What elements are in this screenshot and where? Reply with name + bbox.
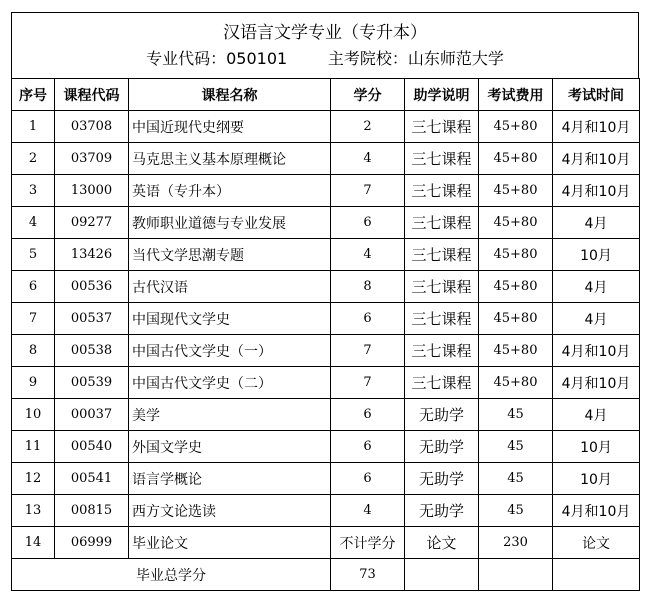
cell-code: 09277 <box>55 207 129 239</box>
cell-credit: 2 <box>331 111 405 143</box>
course-sheet <box>11 12 639 591</box>
cell-seq: 3 <box>12 175 55 207</box>
cell-fee: 45 <box>479 399 553 431</box>
cell-seq: 7 <box>12 303 55 335</box>
cell-note: 三七课程 <box>405 239 479 271</box>
cell-name: 马克思主义基本原理概论 <box>129 143 331 175</box>
cell-note: 无助学 <box>405 399 479 431</box>
page-title: 汉语言文学专业（专升本） <box>223 23 427 43</box>
cell-time: 4月和10月 <box>553 175 640 207</box>
cell-fee: 45 <box>479 431 553 463</box>
cell-code: 00538 <box>55 335 129 367</box>
table-row <box>12 431 640 463</box>
cell-time: 4月和10月 <box>553 367 640 399</box>
cell-note: 无助学 <box>405 463 479 495</box>
cell-code: 03708 <box>55 111 129 143</box>
cell-credit: 8 <box>331 271 405 303</box>
cell-credit: 4 <box>331 495 405 527</box>
cell-fee: 45+80 <box>479 111 553 143</box>
cell-note: 无助学 <box>405 495 479 527</box>
table-row <box>12 367 640 399</box>
cell-time: 10月 <box>553 463 640 495</box>
cell-code: 00539 <box>55 367 129 399</box>
table-row <box>12 335 640 367</box>
cell-time: 4月 <box>553 207 640 239</box>
cell-seq: 14 <box>12 527 55 559</box>
cell-credit: 不计学分 <box>331 527 405 559</box>
cell-note: 三七课程 <box>405 175 479 207</box>
cell-name: 教师职业道德与专业发展 <box>129 207 331 239</box>
school-name: 山东师范大学 <box>407 49 504 68</box>
blank-cell <box>405 559 479 591</box>
cell-seq: 12 <box>12 463 55 495</box>
header-note: 助学说明 <box>405 79 479 111</box>
cell-credit: 6 <box>331 303 405 335</box>
cell-time: 4月和10月 <box>553 495 640 527</box>
cell-time: 4月和10月 <box>553 143 640 175</box>
cell-fee: 45 <box>479 463 553 495</box>
cell-fee: 45+80 <box>479 303 553 335</box>
cell-credit: 7 <box>331 367 405 399</box>
cell-credit: 6 <box>331 431 405 463</box>
cell-name: 美学 <box>129 399 331 431</box>
cell-note: 三七课程 <box>405 271 479 303</box>
cell-note: 论文 <box>405 527 479 559</box>
cell-time: 论文 <box>553 527 640 559</box>
cell-credit: 7 <box>331 335 405 367</box>
cell-fee: 45+80 <box>479 175 553 207</box>
header-code: 课程代码 <box>55 79 129 111</box>
blank-cell <box>553 559 640 591</box>
cell-code: 00037 <box>55 399 129 431</box>
table-row <box>12 495 640 527</box>
cell-code: 00540 <box>55 431 129 463</box>
cell-code: 13000 <box>55 175 129 207</box>
cell-time: 4月和10月 <box>553 335 640 367</box>
cell-fee: 45+80 <box>479 239 553 271</box>
cell-credit: 4 <box>331 239 405 271</box>
cell-time: 10月 <box>553 431 640 463</box>
cell-code: 03709 <box>55 143 129 175</box>
cell-fee: 45+80 <box>479 271 553 303</box>
cell-seq: 11 <box>12 431 55 463</box>
cell-code: 13426 <box>55 239 129 271</box>
cell-code: 00541 <box>55 463 129 495</box>
cell-name: 毕业论文 <box>129 527 331 559</box>
blank-cell <box>479 559 553 591</box>
table-row <box>12 239 640 271</box>
cell-note: 三七课程 <box>405 207 479 239</box>
table-row <box>12 143 640 175</box>
cell-fee: 45+80 <box>479 143 553 175</box>
table-row <box>12 175 640 207</box>
cell-time: 4月 <box>553 303 640 335</box>
cell-note: 三七课程 <box>405 303 479 335</box>
cell-fee: 45+80 <box>479 367 553 399</box>
table-row <box>12 271 640 303</box>
cell-name: 中国现代文学史 <box>129 303 331 335</box>
cell-note: 三七课程 <box>405 143 479 175</box>
cell-credit: 6 <box>331 399 405 431</box>
cell-code: 06999 <box>55 527 129 559</box>
subtitle <box>12 44 638 70</box>
table-row <box>12 111 640 143</box>
total-row <box>12 559 640 591</box>
major-code: 050101 <box>226 49 288 68</box>
header-time: 考试时间 <box>553 79 640 111</box>
cell-name: 语言学概论 <box>129 463 331 495</box>
header-name: 课程名称 <box>129 79 331 111</box>
total-label: 毕业总学分 <box>12 559 331 591</box>
title-block <box>11 12 639 78</box>
table-row <box>12 527 640 559</box>
cell-time: 4月 <box>553 271 640 303</box>
cell-name: 西方文论选读 <box>129 495 331 527</box>
cell-seq: 1 <box>12 111 55 143</box>
cell-seq: 4 <box>12 207 55 239</box>
header-row <box>12 79 640 111</box>
cell-code: 00536 <box>55 271 129 303</box>
table-row <box>12 399 640 431</box>
cell-seq: 10 <box>12 399 55 431</box>
table-row <box>12 207 640 239</box>
table-row <box>12 303 640 335</box>
total-value: 73 <box>331 559 405 591</box>
cell-note: 三七课程 <box>405 335 479 367</box>
header-credit: 学分 <box>331 79 405 111</box>
cell-fee: 45 <box>479 495 553 527</box>
cell-note: 三七课程 <box>405 367 479 399</box>
cell-credit: 4 <box>331 143 405 175</box>
cell-time: 10月 <box>553 239 640 271</box>
course-table <box>11 78 640 591</box>
cell-time: 4月 <box>553 399 640 431</box>
cell-seq: 2 <box>12 143 55 175</box>
cell-code: 00815 <box>55 495 129 527</box>
cell-seq: 5 <box>12 239 55 271</box>
cell-fee: 230 <box>479 527 553 559</box>
cell-name: 当代文学思潮专题 <box>129 239 331 271</box>
cell-credit: 6 <box>331 207 405 239</box>
cell-name: 外国文学史 <box>129 431 331 463</box>
table-row <box>12 463 640 495</box>
header-seq: 序号 <box>12 79 55 111</box>
cell-seq: 6 <box>12 271 55 303</box>
cell-seq: 8 <box>12 335 55 367</box>
cell-credit: 7 <box>331 175 405 207</box>
major-code-label: 专业代码： <box>146 49 227 68</box>
cell-name: 中国古代文学史（一） <box>129 335 331 367</box>
cell-name: 古代汉语 <box>129 271 331 303</box>
cell-note: 无助学 <box>405 431 479 463</box>
school-label: 主考院校： <box>327 49 408 68</box>
cell-name: 中国古代文学史（二） <box>129 367 331 399</box>
cell-name: 中国近现代史纲要 <box>129 111 331 143</box>
cell-fee: 45+80 <box>479 335 553 367</box>
cell-code: 00537 <box>55 303 129 335</box>
cell-seq: 9 <box>12 367 55 399</box>
cell-fee: 45+80 <box>479 207 553 239</box>
cell-time: 4月和10月 <box>553 111 640 143</box>
header-fee: 考试费用 <box>479 79 553 111</box>
cell-name: 英语（专升本） <box>129 175 331 207</box>
cell-credit: 6 <box>331 463 405 495</box>
cell-seq: 13 <box>12 495 55 527</box>
cell-note: 三七课程 <box>405 111 479 143</box>
